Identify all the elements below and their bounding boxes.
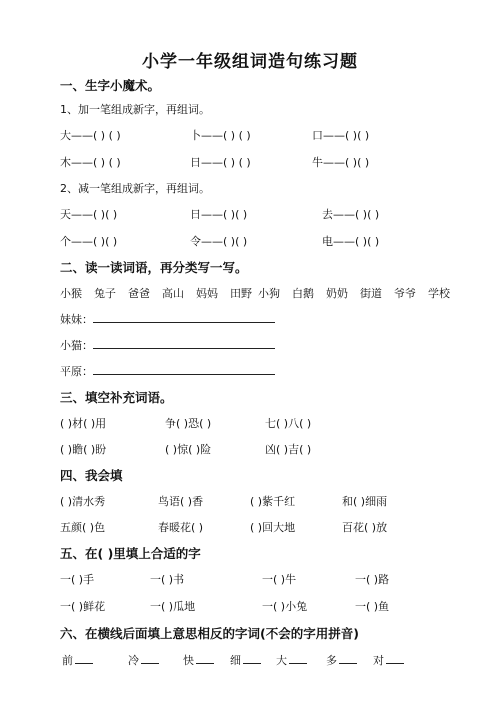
answer-line[interactable] <box>386 663 404 664</box>
s1-row3-item-1: 天——( )( ) <box>60 208 118 221</box>
antonym-item: 前 <box>62 654 73 667</box>
section-1-sub-1: 1、加一笔组成新字，再组词。 <box>60 103 210 116</box>
section-1-heading: 一、生字小魔术。 <box>60 78 161 93</box>
section-4-heading: 四、我会填 <box>60 468 123 483</box>
s3-row2-item-1: ( )瞻( )盼 <box>60 443 107 456</box>
s3-row1-item-3: 七( )八( ) <box>265 417 312 430</box>
s5-row1-item-2: 一( )书 <box>150 573 185 586</box>
s1-row3-item-3: 去——( )( ) <box>322 208 380 221</box>
category-label-1: 妹妹： <box>60 313 93 326</box>
word-item: 高山 <box>162 287 184 300</box>
s1-row1-item-3: 口——( )( ) <box>312 129 370 142</box>
answer-line[interactable] <box>339 663 357 664</box>
antonym-item: 对 <box>373 654 384 667</box>
answer-line[interactable] <box>289 663 307 664</box>
s3-row2-item-2: ( )惊( )险 <box>165 443 212 456</box>
word-item: 白鹅 <box>292 287 314 300</box>
section-3-heading: 三、填空补充词语。 <box>60 390 173 405</box>
antonym-item: 快 <box>183 654 194 667</box>
s5-row2-item-1: 一( )鲜花 <box>60 600 106 613</box>
section-1-sub-2: 2、减一笔组成新字，再组词。 <box>60 182 210 195</box>
s4-row2-item-1: 五颜( )色 <box>60 521 106 534</box>
antonym-item: 多 <box>326 654 337 667</box>
word-item: 小狗 <box>258 287 280 300</box>
s1-row4-item-1: 个——( )( ) <box>60 235 118 248</box>
word-item: 学校 <box>428 287 450 300</box>
s1-row2-item-1: 木——( ) ( ) <box>60 156 121 169</box>
s4-row2-item-2: 春暖花( ) <box>158 521 204 534</box>
s3-row1-item-2: 争( )恐( ) <box>165 417 212 430</box>
word-item: 街道 <box>360 287 382 300</box>
s4-row1-item-3: ( )紫千红 <box>250 495 296 508</box>
s1-row1-item-2: 卜——( ) ( ) <box>190 129 251 142</box>
s4-row2-item-3: ( )回大地 <box>250 521 296 534</box>
answer-line[interactable] <box>93 322 275 323</box>
section-5-heading: 五、在( )里填上合适的字 <box>60 546 201 561</box>
page-title: 小学一年级组词造句练习题 <box>142 52 358 72</box>
answer-line[interactable] <box>93 348 275 349</box>
antonym-item: 细 <box>230 654 241 667</box>
antonym-item: 冷 <box>128 654 139 667</box>
s5-row1-item-1: 一( )手 <box>60 573 95 586</box>
word-item: 爸爸 <box>128 287 150 300</box>
category-label-2: 小猫： <box>60 339 93 352</box>
word-item: 兔子 <box>94 287 116 300</box>
answer-line[interactable] <box>75 663 93 664</box>
s5-row2-item-4: 一( )鱼 <box>355 600 390 613</box>
s5-row2-item-3: 一( )小兔 <box>262 600 308 613</box>
section-2-heading: 二、读一读词语，再分类写一写。 <box>60 260 248 275</box>
s1-row2-item-2: 日——( ) ( ) <box>190 156 251 169</box>
s5-row2-item-2: 一( )瓜地 <box>150 600 196 613</box>
word-item: 田野 <box>230 287 252 300</box>
s3-row1-item-1: ( )材( )用 <box>60 417 107 430</box>
section-6-heading: 六、在横线后面填上意思相反的字词(不会的字用拼音) <box>60 626 359 641</box>
s1-row2-item-3: 牛——( )( ) <box>312 156 370 169</box>
word-item: 妈妈 <box>196 287 218 300</box>
s1-row4-item-3: 电——( )( ) <box>322 235 380 248</box>
s5-row1-item-4: 一( )路 <box>355 573 390 586</box>
s1-row3-item-2: 日——( )( ) <box>190 208 248 221</box>
s4-row1-item-4: 和( )细雨 <box>342 495 388 508</box>
answer-line[interactable] <box>243 663 261 664</box>
s4-row1-item-1: ( )清水秀 <box>60 495 106 508</box>
s1-row1-item-1: 大——( ) ( ) <box>60 129 121 142</box>
s4-row2-item-4: 百花( )放 <box>342 521 388 534</box>
word-item: 奶奶 <box>326 287 348 300</box>
s3-row2-item-3: 凶( )吉( ) <box>265 443 312 456</box>
s5-row1-item-3: 一( )牛 <box>262 573 297 586</box>
answer-line[interactable] <box>93 374 275 375</box>
s4-row1-item-2: 鸟语( )香 <box>158 495 204 508</box>
word-item: 爷爷 <box>394 287 416 300</box>
category-label-3: 平原： <box>60 365 93 378</box>
antonym-item: 大 <box>276 654 287 667</box>
word-item: 小猴 <box>60 287 82 300</box>
answer-line[interactable] <box>196 663 214 664</box>
s1-row4-item-2: 令——( )( ) <box>190 235 248 248</box>
answer-line[interactable] <box>141 663 159 664</box>
